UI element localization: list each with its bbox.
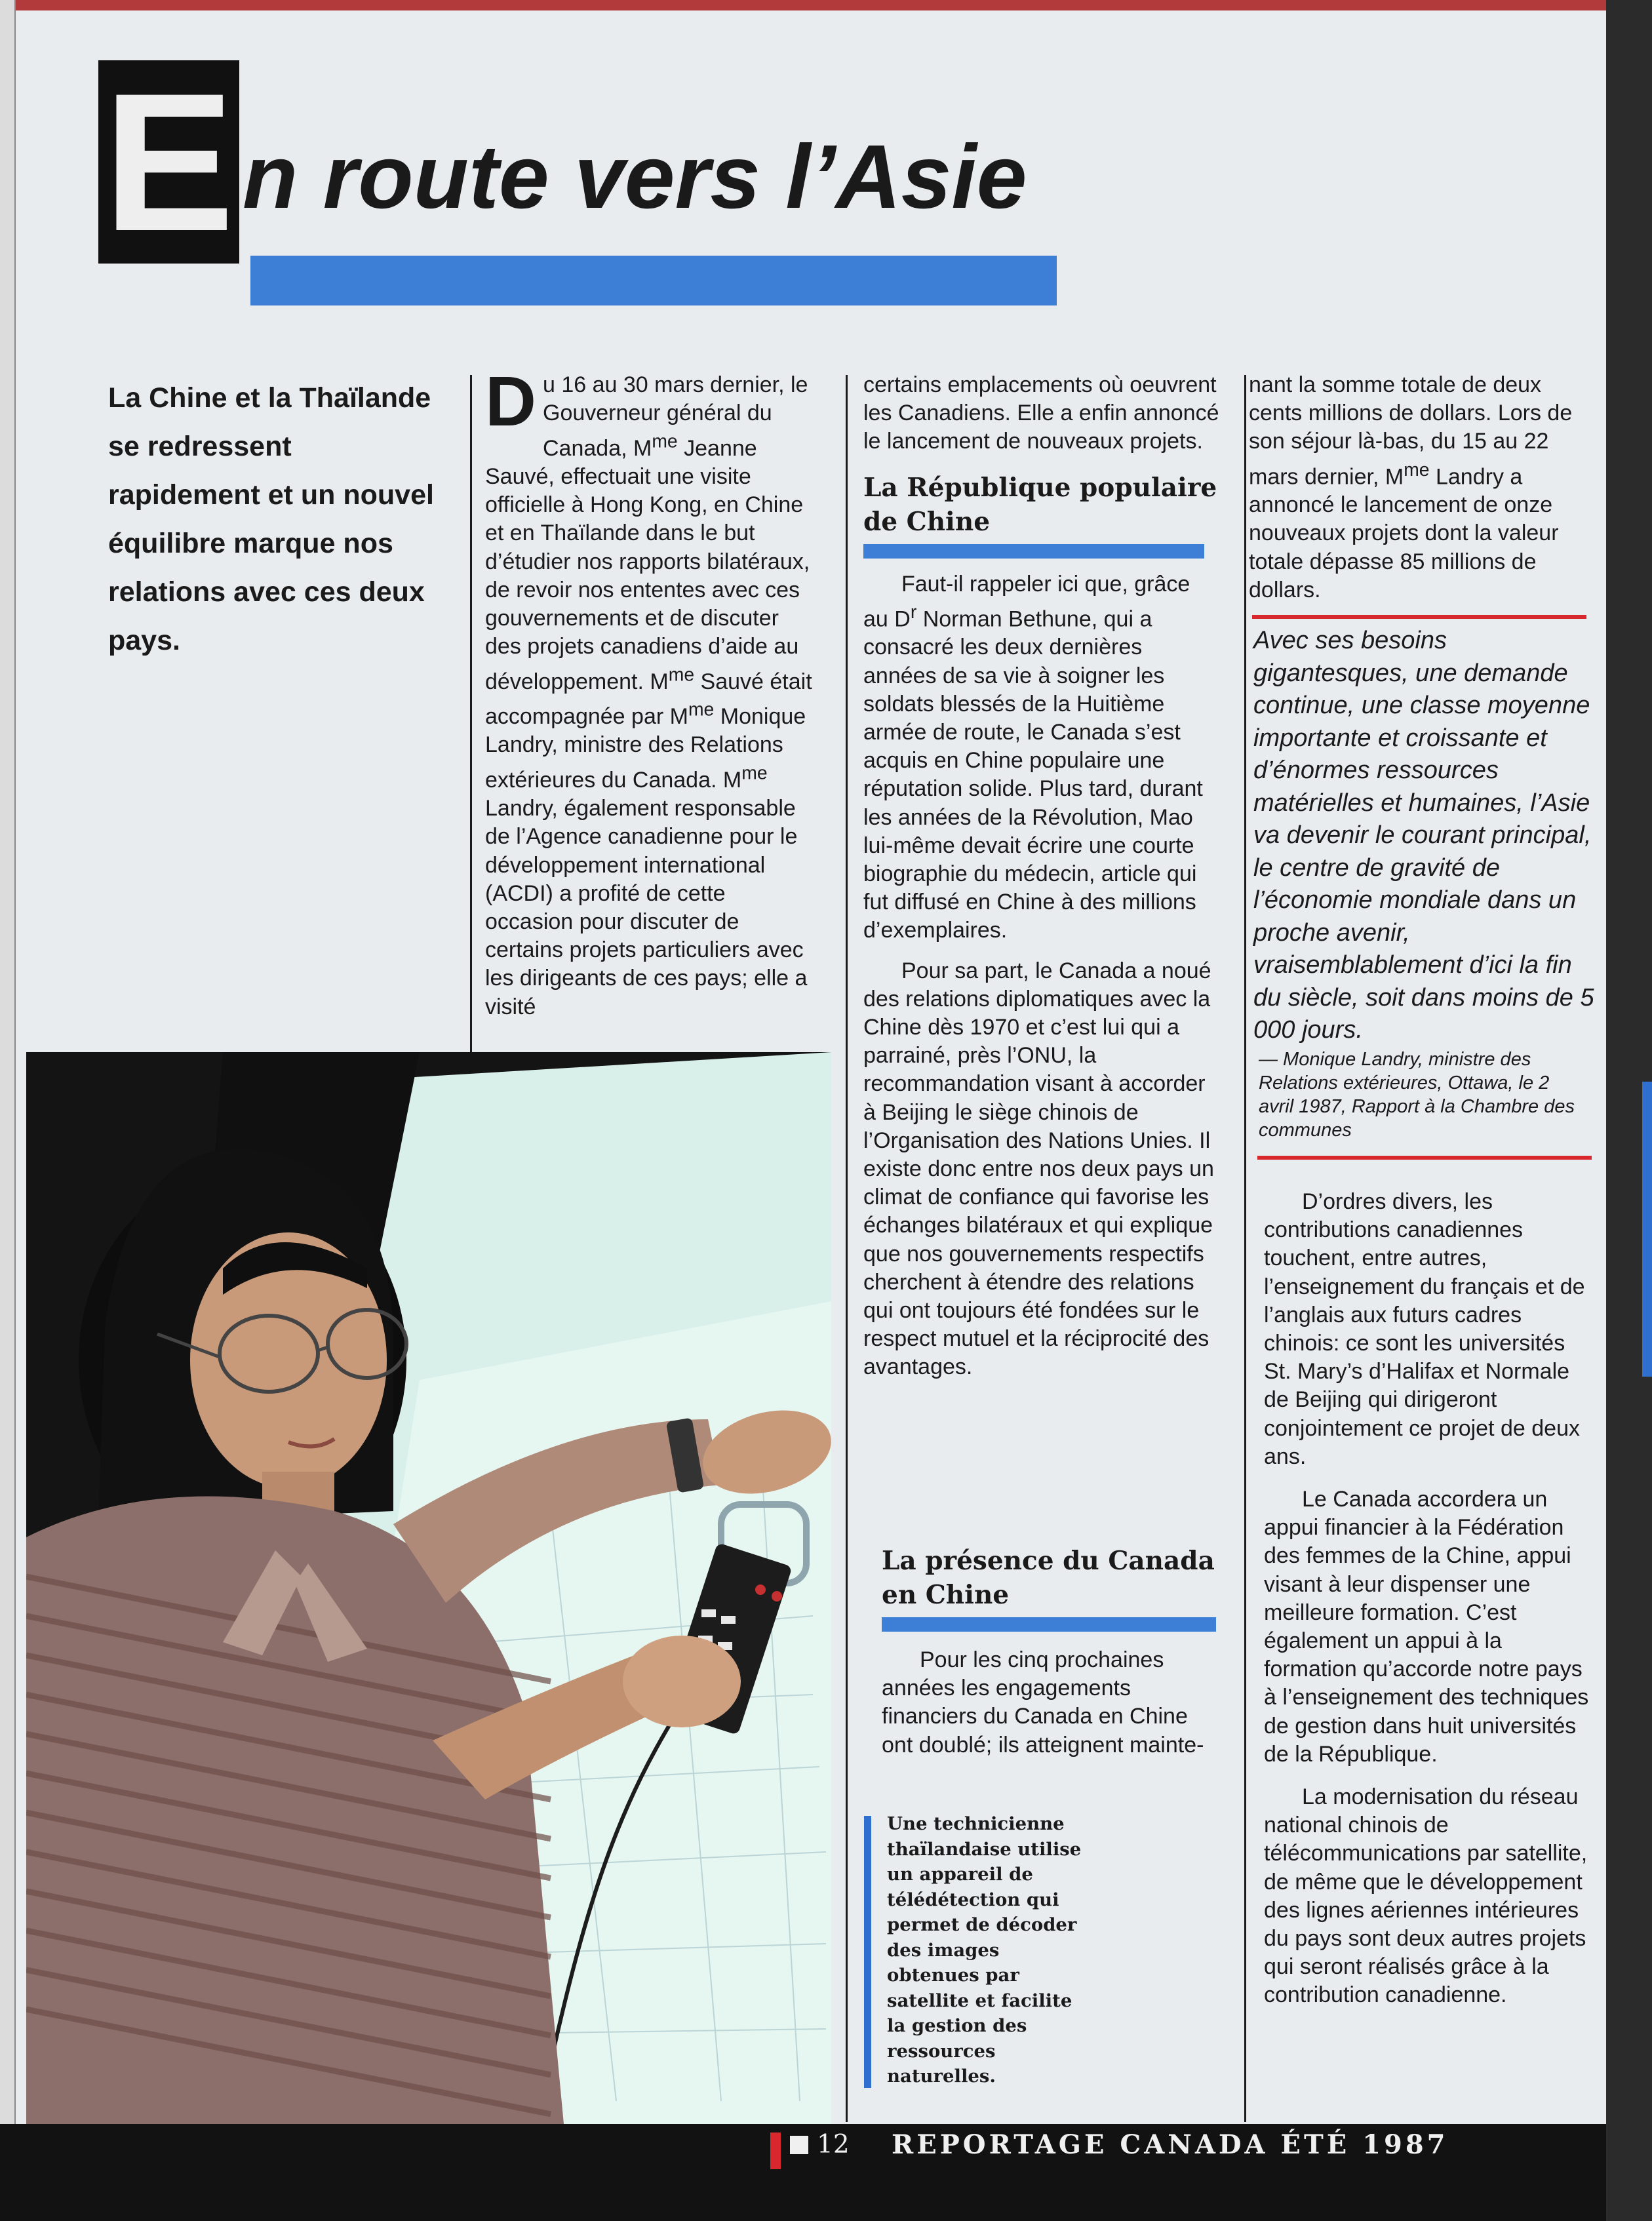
top-edge-strip xyxy=(0,0,1652,10)
column-2-paragraph-bethune: Faut-il rappeler ici que, grâce au $D^r$ Norman Bethune, qui a consacré les deux dernières années de sa vie à soigner les soldats blessés de la Huitième armée de route, le Canada s’est acquis en Chine populaire une réputation solide. Plus tard, durant les années de la Révolution, Mao lui-même devait écrire une courte biographie du médecin, article qui fut diffusé en Chine à des millions d’exemplaires. xyxy=(863,571,1203,943)
column-3-lower xyxy=(1264,1188,1598,2010)
subheading-bar-1 xyxy=(863,544,1204,559)
pull-quote: Avec ses besoins gigantesques, une demande continue, une classe moyenne importante et croissante et d’énormes ressources matérielles et humaines, l’Asie va devenir le courant principal, le centre de gravité de l’économie mondiale dans un proche avenir, vraisemblablement d’ici la fin du siècle, soit dans moins de 5 000 jours. xyxy=(1253,627,1594,1044)
caption-blue-bar xyxy=(864,1816,871,2088)
show-through-ghost-text xyxy=(249,58,1600,135)
subheading-republique-populaire: La République populaire de Chine xyxy=(863,472,1217,537)
title-drop-letter: E xyxy=(103,52,235,272)
page-left-edge xyxy=(0,0,16,2221)
page-number: 12 xyxy=(817,2130,850,2159)
column-2-paragraph-engagements: Pour les cinq prochaines années les engagements financiers du Canada en Chine ont doublé; ils atteignent mainte- xyxy=(882,1647,1204,1758)
subheading-bar-2 xyxy=(882,1617,1216,1632)
facing-page-blue-tab xyxy=(1642,1082,1652,1377)
column-2-paragraph-1: certains emplacements où oeuvrent les Canadiens. Elle a enfin annoncé le lancement de nouveaux projets. xyxy=(863,372,1219,454)
pull-quote-attribution: — Monique Landry, ministre des Relations extérieures, Ottawa, le 2 avril 1987, Rapport à la Chambre des communes xyxy=(1259,1049,1575,1141)
magazine-footer: REPORTAGE CANADA ÉTÉ 1987 xyxy=(892,2129,1449,2160)
column-1-text: u 16 au 30 mars dernier, le Gouverneur général du Canada, $M^{me}$ Jeanne Sauvé, effectuait une visite officielle à Hong Kong, en Chine et en Thaïlande dans le but d’étudier nos rapports bilatéraux, de revoir nos ententes avec ces gouvernements et de discuter des projets canadiens d’aide au développement. $M^{me}$ Sauvé était accompagnée par $M^{me}$ Monique Landry, ministre des Relations extérieures du Canada. $M^{me}$ Landry, également responsable de l’Agence canadienne pour le développement international (ACDI) a profité de cette occasion pour discuter de certains projets particuliers avec les dirigeants de ces pays; elle a visité xyxy=(485,372,812,1019)
column-3-paragraph-modernisation: La modernisation du réseau national chinois de télécommunications par satellite, de même que le développement des lignes aériennes intérieures du pays sont deux autres projets qui seront réalisés grâce à la contribution canadienne. xyxy=(1264,1784,1588,2008)
column-rule-3 xyxy=(1244,375,1246,2122)
quote-top-rule xyxy=(1252,615,1586,619)
technician-photo xyxy=(26,1052,831,2124)
subheading-presence-canada: La présence du Canada en Chine xyxy=(882,1546,1215,1610)
quote-bottom-rule xyxy=(1257,1156,1592,1160)
column-2 xyxy=(863,371,1221,1382)
lede-paragraph: La Chine et la Thaïlande se redressent rapidement et un nouvel équilibre marque nos relations avec ces deux pays. xyxy=(108,382,434,656)
column-1 xyxy=(485,361,819,1021)
column-rule-1 xyxy=(470,375,472,1058)
column-3-paragraph-1: nant la somme totale de deux cents millions de dollars. Lors de son séjour là-bas, du 15 au 22 mars dernier, $M^{me}$ Landry a annoncé le lancement de onze nouveaux projets dont la valeur totale dépasse 85 millions de dollars. xyxy=(1249,372,1573,602)
column-3 xyxy=(1249,371,1590,604)
column-3-paragraph-ordres-divers: D’ordres divers, les contributions canadiennes touchent, entre autres, l’enseignement du français et de l’anglais aux futurs cadres chinois: ce sont les universités St. Mary’s d’Halifax et Normale de Beijing qui dirigeront conjointement ce projet de deux ans. xyxy=(1264,1189,1585,1469)
article-title: n route vers l’Asie xyxy=(243,127,1027,227)
title-underline-bar xyxy=(250,256,1057,305)
footer-square-marker xyxy=(790,2136,808,2154)
footer-red-marker xyxy=(770,2133,781,2169)
column-rule-2 xyxy=(846,375,848,2122)
column-2-paragraph-relations: Pour sa part, le Canada a noué des relations diplomatiques avec la Chine dès 1970 et c’est lui qui a parrainé, près l’ONU, la recommandation visant à accorder à Beijing le siège chinois de l’Organisation des Nations Unies. Il existe donc entre nos deux pays un climat de confiance qui favorise les échanges bilatéraux et qui explique que nos gouvernements respectifs cherchent à étendre des relations qui ont toujours été fondées sur le respect mutuel et la réciprocité des avantages. xyxy=(863,958,1214,1380)
column-3-paragraph-federation: Le Canada accordera un appui financier à la Fédération des femmes de la Chine, appui visant à leur dispenser une meilleure formation. C’est également un appui à la formation qu’accorde notre pays à l’enseignement des techniques de gestion dans huit universités de la République. xyxy=(1264,1487,1589,1767)
paragraph-drop-cap: D xyxy=(485,361,536,441)
column-2-lower xyxy=(882,1544,1223,1759)
photo-caption: Une technicienne thaïlandaise utilise un appareil de télédétection qui permet de décoder des images obtenues par satellite et facilite la gestion des ressources naturelles. xyxy=(887,1813,1082,2087)
